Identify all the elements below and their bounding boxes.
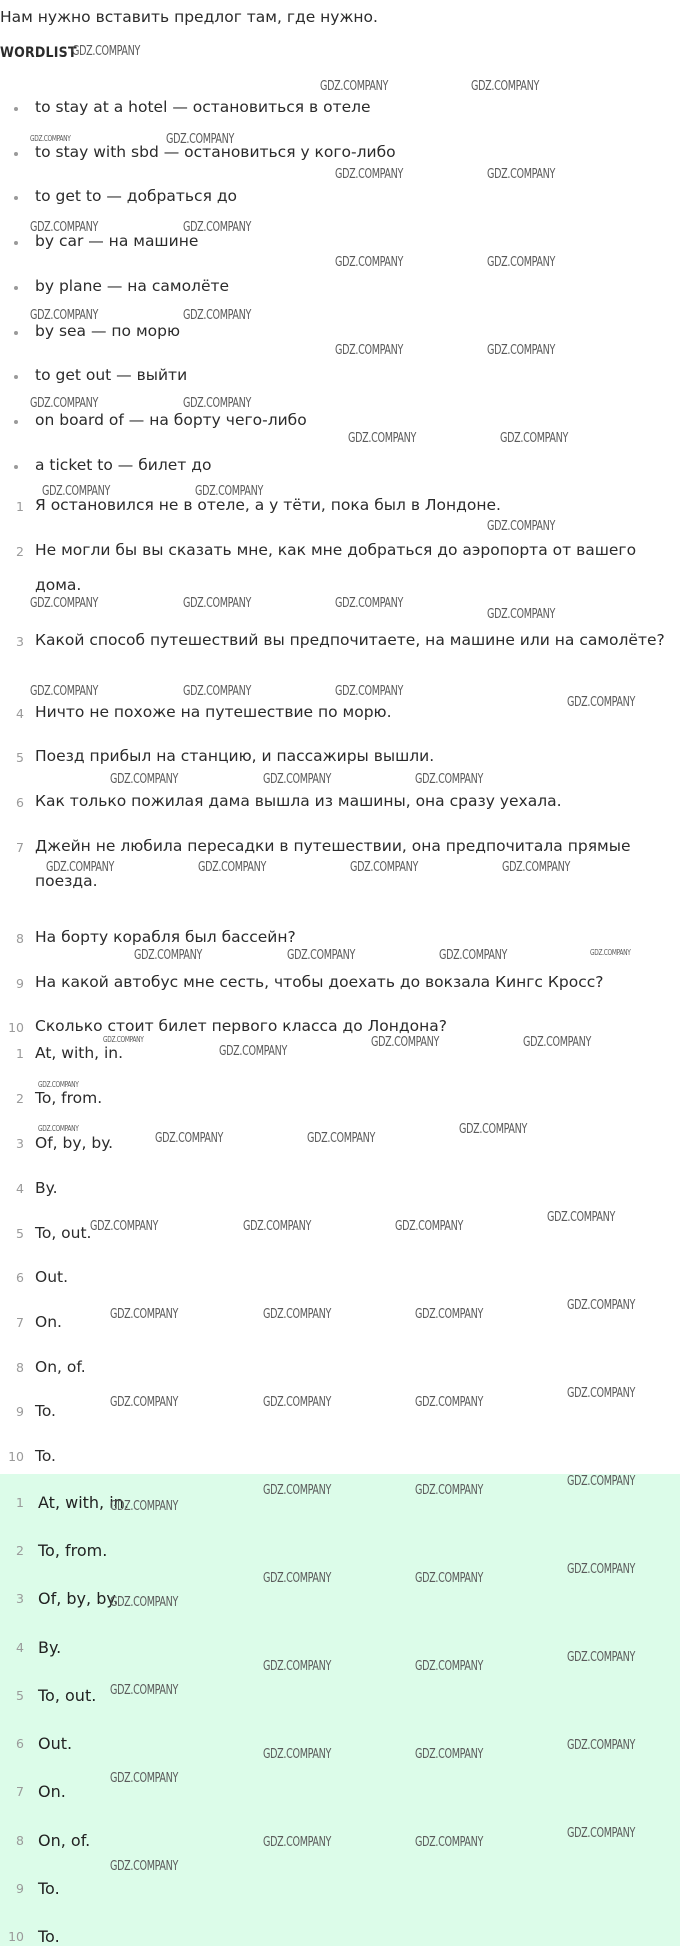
sentence-text: Ничто не похоже на путешествие по морю. xyxy=(35,703,392,721)
item-number: 5 xyxy=(16,750,24,765)
watermark-text: GDZ.COMPANY xyxy=(415,1571,484,1586)
bullet-dot xyxy=(14,331,18,335)
bullet-dot xyxy=(14,420,18,424)
sentence-text: Не могли бы вы сказать мне, как мне добраться до аэропорта от вашего дома. xyxy=(35,541,637,594)
watermark-text: GDZ.COMPANY xyxy=(30,596,99,611)
watermark-text: GDZ.COMPANY xyxy=(415,1395,484,1410)
sentence-text: Сколько стоит билет первого класса до Лондона? xyxy=(35,1017,447,1035)
watermark-text: GDZ.COMPANY xyxy=(415,1747,484,1762)
answer-text: At, with, in. xyxy=(38,1493,129,1512)
watermark-text: GDZ.COMPANY xyxy=(30,308,99,323)
watermark-text: GDZ.COMPANY xyxy=(487,519,556,534)
item-number: 9 xyxy=(16,1881,24,1896)
wordlist-item-text: by plane — на самолёте xyxy=(35,277,230,295)
watermark-text: GDZ.COMPANY xyxy=(335,596,404,611)
bullet-dot xyxy=(14,196,18,200)
watermark-text: GDZ.COMPANY xyxy=(46,860,115,875)
sentence-text: Какой способ путешествий вы предпочитаете, на машине или на самолёте? xyxy=(35,631,665,649)
watermark-text: GDZ.COMPANY xyxy=(415,1835,484,1850)
watermark-text: GDZ.COMPANY xyxy=(567,1738,636,1753)
item-number: 5 xyxy=(16,1688,24,1703)
watermark-text: GDZ.COMPANY xyxy=(30,220,99,235)
wordlist-item-text: by sea — по морю xyxy=(35,322,181,340)
watermark-text: GDZ.COMPANY xyxy=(110,1307,179,1322)
item-number: 8 xyxy=(16,931,24,946)
answer-text: At, with, in. xyxy=(35,1044,124,1062)
item-number: 4 xyxy=(16,1181,24,1196)
watermark-text: GDZ.COMPANY xyxy=(415,1659,484,1674)
answer-text: To. xyxy=(38,1879,60,1898)
item-number: 2 xyxy=(16,1091,24,1106)
item-number: 8 xyxy=(16,1360,24,1375)
watermark-text: GDZ.COMPANY xyxy=(471,79,540,94)
answer-text: On. xyxy=(38,1782,66,1801)
item-number: 6 xyxy=(16,795,24,810)
wordlist-item-text: to stay with sbd — остановиться у кого-либо xyxy=(35,143,396,161)
watermark-text: GDZ.COMPANY xyxy=(523,1035,592,1050)
watermark-text: GDZ.COMPANY xyxy=(42,484,111,499)
watermark-text: GDZ.COMPANY xyxy=(320,79,389,94)
watermark-text: GDZ.COMPANY xyxy=(110,772,179,787)
watermark-text: GDZ.COMPANY xyxy=(415,772,484,787)
watermark-text: GDZ.COMPANY xyxy=(110,1395,179,1410)
bullet-dot xyxy=(14,241,18,245)
item-number: 3 xyxy=(16,1136,24,1151)
watermark-text: GDZ.COMPANY xyxy=(439,948,508,963)
watermark-text: GDZ.COMPANY xyxy=(335,167,404,182)
watermark-text: GDZ.COMPANY xyxy=(38,1080,79,1089)
watermark-text: GDZ.COMPANY xyxy=(263,1571,332,1586)
sentence-text: Как только пожилая дама вышла из машины, она сразу уехала. xyxy=(35,792,562,810)
watermark-text: GDZ.COMPANY xyxy=(263,1747,332,1762)
bullet-dot xyxy=(14,152,18,156)
wordlist-item-text: to stay at a hotel — остановиться в отеле xyxy=(35,98,371,116)
watermark-text: GDZ.COMPANY xyxy=(183,684,252,699)
sentence-text: Поезд прибыл на станцию, и пассажиры вышли. xyxy=(35,747,435,765)
watermark-text: GDZ.COMPANY xyxy=(500,431,569,446)
watermark-text: GDZ.COMPANY xyxy=(263,772,332,787)
answer-text: To, from. xyxy=(38,1541,108,1560)
item-number: 3 xyxy=(16,1591,24,1606)
watermark-text: GDZ.COMPANY xyxy=(567,1298,636,1313)
watermark-text: GDZ.COMPANY xyxy=(30,684,99,699)
wordlist-item-text: on board of — на борту чего-либо xyxy=(35,411,307,429)
sentence-text: На борту корабля был бассейн? xyxy=(35,928,296,946)
watermark-text: GDZ.COMPANY xyxy=(287,948,356,963)
highlighted-answer-list xyxy=(0,1474,680,1946)
item-number: 6 xyxy=(16,1270,24,1285)
watermark-text: GDZ.COMPANY xyxy=(487,255,556,270)
watermark-text: GDZ.COMPANY xyxy=(110,1859,179,1874)
item-number: 2 xyxy=(16,1543,24,1558)
watermark-text: GDZ.COMPANY xyxy=(567,1474,636,1489)
answer-text: To. xyxy=(35,1402,56,1420)
item-number: 10 xyxy=(8,1020,24,1035)
answer-text: Of, by, by. xyxy=(35,1134,114,1152)
answer-text: To, from. xyxy=(35,1089,103,1107)
watermark-text: GDZ.COMPANY xyxy=(348,431,417,446)
watermark-text: GDZ.COMPANY xyxy=(590,948,631,957)
wordlist-title: WORDLIST xyxy=(0,45,77,61)
watermark-text: GDZ.COMPANY xyxy=(487,607,556,622)
answer-text: By. xyxy=(35,1179,58,1197)
watermark-text: GDZ.COMPANY xyxy=(371,1035,440,1050)
answer-text: To. xyxy=(38,1927,60,1946)
watermark-text: GDZ.COMPANY xyxy=(350,860,419,875)
watermark-text: GDZ.COMPANY xyxy=(307,1131,376,1146)
wordlist-item-text: to get out — выйти xyxy=(35,366,188,384)
sentence-text: На какой автобус мне сесть, чтобы доехать до вокзала Кингс Кросс? xyxy=(35,973,604,991)
watermark-text: GDZ.COMPANY xyxy=(72,44,141,59)
watermark-text: GDZ.COMPANY xyxy=(567,1826,636,1841)
watermark-text: GDZ.COMPANY xyxy=(30,396,99,411)
item-number: 7 xyxy=(16,1315,24,1330)
item-number: 5 xyxy=(16,1226,24,1241)
item-number: 3 xyxy=(16,634,24,649)
item-number: 9 xyxy=(16,976,24,991)
watermark-text: GDZ.COMPANY xyxy=(263,1395,332,1410)
sentence-text: Я остановился не в отеле, а у тёти, пока был в Лондоне. xyxy=(35,496,501,514)
answer-text: Out. xyxy=(38,1734,73,1753)
watermark-text: GDZ.COMPANY xyxy=(547,1210,616,1225)
watermark-text: GDZ.COMPANY xyxy=(166,132,235,147)
watermark-text: GDZ.COMPANY xyxy=(30,134,71,143)
watermark-text: GDZ.COMPANY xyxy=(263,1483,332,1498)
bullet-dot xyxy=(14,286,18,290)
watermark-text: GDZ.COMPANY xyxy=(567,1650,636,1665)
answer-text: To, out. xyxy=(38,1686,97,1705)
watermark-text: GDZ.COMPANY xyxy=(110,1595,179,1610)
watermark-text: GDZ.COMPANY xyxy=(243,1219,312,1234)
bullet-dot xyxy=(14,107,18,111)
answer-text: By. xyxy=(38,1638,62,1657)
watermark-text: GDZ.COMPANY xyxy=(395,1219,464,1234)
watermark-text: GDZ.COMPANY xyxy=(335,684,404,699)
watermark-text: GDZ.COMPANY xyxy=(263,1307,332,1322)
watermark-text: GDZ.COMPANY xyxy=(567,695,636,710)
watermark-text: GDZ.COMPANY xyxy=(103,1035,144,1044)
intro-text: Нам нужно вставить предлог там, где нужно. xyxy=(0,8,378,26)
watermark-text: GDZ.COMPANY xyxy=(459,1122,528,1137)
wordlist-item-text: a ticket to — билет до xyxy=(35,456,212,474)
item-number: 7 xyxy=(16,840,24,855)
wordlist-item-text: by car — на машине xyxy=(35,232,199,250)
watermark-text: GDZ.COMPANY xyxy=(263,1659,332,1674)
watermark-text: GDZ.COMPANY xyxy=(335,343,404,358)
watermark-text: GDZ.COMPANY xyxy=(198,860,267,875)
watermark-text: GDZ.COMPANY xyxy=(110,1683,179,1698)
watermark-text: GDZ.COMPANY xyxy=(183,308,252,323)
item-number: 7 xyxy=(16,1784,24,1799)
watermark-text: GDZ.COMPANY xyxy=(183,396,252,411)
item-number: 8 xyxy=(16,1833,24,1848)
watermark-text: GDZ.COMPANY xyxy=(183,596,252,611)
watermark-text: GDZ.COMPANY xyxy=(90,1219,159,1234)
bullet-dot xyxy=(14,465,18,469)
item-number: 6 xyxy=(16,1736,24,1751)
item-number: 9 xyxy=(16,1404,24,1419)
watermark-text: GDZ.COMPANY xyxy=(415,1483,484,1498)
watermark-text: GDZ.COMPANY xyxy=(502,860,571,875)
watermark-text: GDZ.COMPANY xyxy=(110,1771,179,1786)
watermark-text: GDZ.COMPANY xyxy=(567,1562,636,1577)
answer-text: To. xyxy=(35,1447,56,1465)
answer-text: Of, by, by. xyxy=(38,1589,119,1608)
item-number: 10 xyxy=(8,1449,24,1464)
answer-text: On, of. xyxy=(35,1358,86,1376)
item-number: 10 xyxy=(8,1929,24,1944)
watermark-text: GDZ.COMPANY xyxy=(263,1835,332,1850)
watermark-text: GDZ.COMPANY xyxy=(38,1124,79,1133)
item-number: 1 xyxy=(16,499,24,514)
answer-text: On, of. xyxy=(38,1831,91,1850)
watermark-text: GDZ.COMPANY xyxy=(487,343,556,358)
watermark-text: GDZ.COMPANY xyxy=(134,948,203,963)
item-number: 1 xyxy=(16,1046,24,1061)
answer-text: Out. xyxy=(35,1268,69,1286)
watermark-text: GDZ.COMPANY xyxy=(415,1307,484,1322)
watermark-text: GDZ.COMPANY xyxy=(567,1386,636,1401)
bullet-dot xyxy=(14,375,18,379)
answer-text: To, out. xyxy=(35,1224,92,1242)
sentence-text: Джейн не любила пересадки в путешествии, она предпочитала прямые поезда. xyxy=(35,837,631,890)
item-number: 4 xyxy=(16,1640,24,1655)
watermark-text: GDZ.COMPANY xyxy=(219,1044,288,1059)
watermark-text: GDZ.COMPANY xyxy=(487,167,556,182)
watermark-text: GDZ.COMPANY xyxy=(195,484,264,499)
watermark-text: GDZ.COMPANY xyxy=(183,220,252,235)
item-number: 1 xyxy=(16,1495,24,1510)
item-number: 2 xyxy=(16,544,24,559)
answer-text: On. xyxy=(35,1313,62,1331)
watermark-text: GDZ.COMPANY xyxy=(155,1131,224,1146)
watermark-text: GDZ.COMPANY xyxy=(335,255,404,270)
watermark-text: GDZ.COMPANY xyxy=(110,1499,179,1514)
item-number: 4 xyxy=(16,706,24,721)
wordlist-item-text: to get to — добраться до xyxy=(35,187,238,205)
